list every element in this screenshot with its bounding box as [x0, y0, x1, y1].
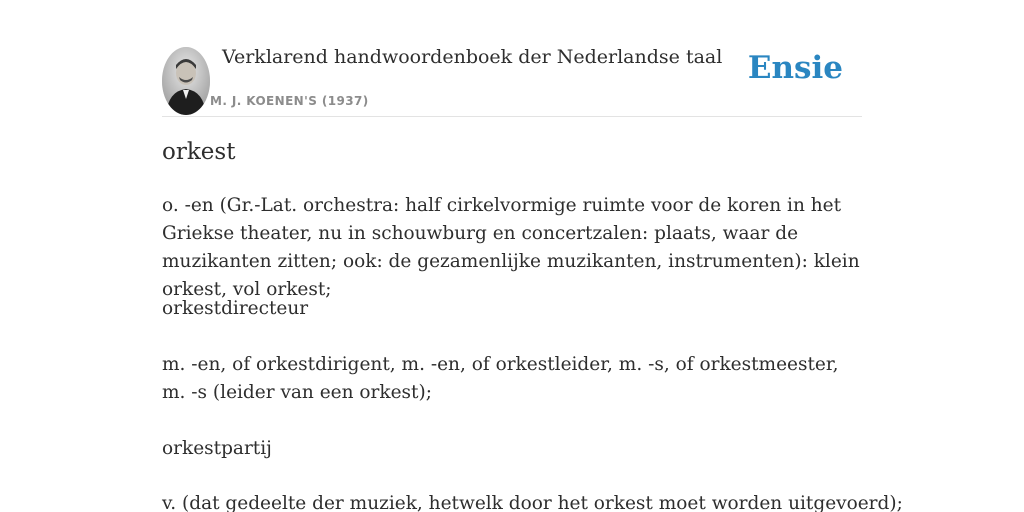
page-container	[162, 0, 903, 512]
entry-headword: orkest	[162, 139, 236, 165]
book-subtitle: M. J. KOENEN'S (1937)	[210, 94, 369, 108]
ensie-logo-link[interactable]: Ensie	[747, 50, 843, 86]
subentry-term: orkestdirecteur	[162, 298, 309, 319]
book-title[interactable]: Verklarend handwoordenboek der Nederlandse taal	[222, 46, 723, 68]
subentry-definition: m. -en, of orkestdirigent, m. -en, of orkestleider, m. -s, of orkestmeester, m. -s (leider van een orkest);	[162, 354, 839, 403]
entry-definition: o. -en (Gr.-Lat. orchestra: half cirkelvormige ruimte voor de koren in het Griekse theater, nu in schouwburg en concertzalen: plaats, waar de muzikanten zitten; ook: de gezamenlijke muzikanten, instrumenten): klein orkest, vol orkest;	[162, 195, 860, 300]
subentry-definition: v. (dat gedeelte der muziek, hetwelk door het orkest moet worden uitgevoerd);	[162, 493, 903, 512]
subentry-term: orkestpartij	[162, 438, 272, 459]
dictionary-header	[162, 0, 862, 117]
author-portrait-icon[interactable]	[162, 47, 210, 115]
